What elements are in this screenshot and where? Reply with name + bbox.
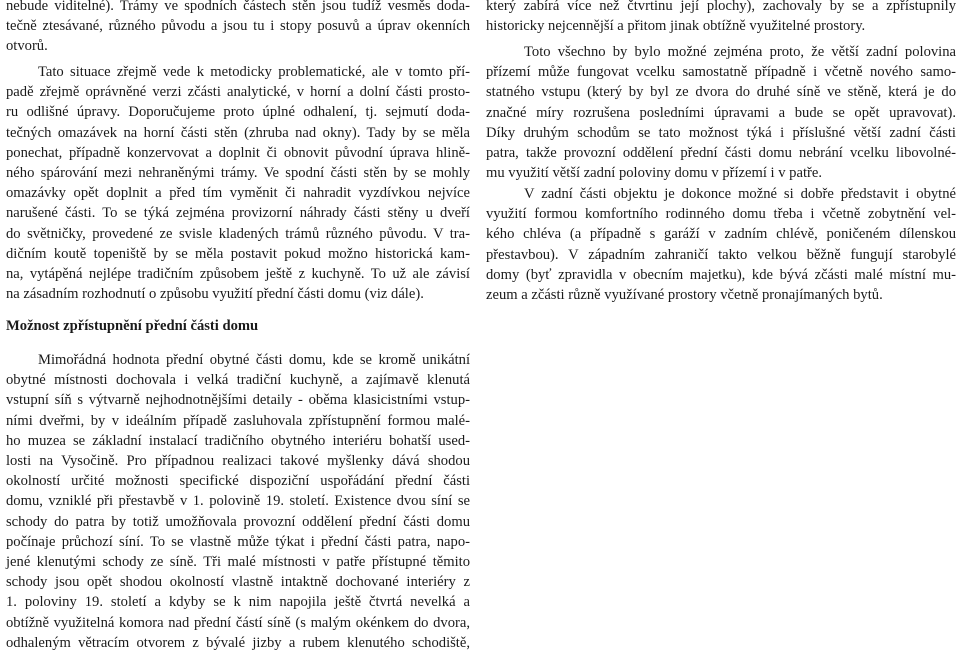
text-line: který zabírá více než čtvrtinu její plochy), zachovaly by se a zpřístupnily [486,0,956,14]
text-line: domu, vzniklé při přestavbě v 1. polovině 19. století. Existence dvou síní se [6,493,470,510]
text-line: domy (byť zpravidla v obecním majetku), kde bývá zčásti malé místní mu- [486,266,956,283]
text-line: tečně ztesávané, různého původu a jsou tu i stopy posuvů a úprav okenních [6,18,470,35]
text-line: odhaleným větracím otvorem z bývalé jizby a rubem klenutého schodiště, [6,634,470,651]
text-line: do světničky, provedené ze svisle kladených trámů různého původu. V tra- [6,225,470,242]
text-line: historicky nejcennější a přitom jinak obtížně využitelné prostory. [486,18,866,35]
text-line: schody jsou opět shodou okolností vlastně intaktně dochované interiéry z [6,574,470,591]
text-line: ho muzea se základní instalací tradičního obytného interiéru bohatší used- [6,432,470,449]
left-paragraph-1 [6,0,470,57]
text-line: ru odlišné úpravy. Doporučujeme proto úplné odhalení, tj. sejmutí doda- [6,104,470,121]
text-line: otvorů. [6,38,48,55]
text-line: na zásadním rozhodnutí o způsobu využití přední části domu (viz dále). [6,286,424,303]
left-paragraph-2 [6,62,470,304]
text-line: mu využití větší zadní poloviny domu v přízemí i v patře. [486,165,822,182]
text-line: obytné místnosti dochovala i velká tradiční kuchyně, a zajímavě klenutá [6,372,470,389]
text-line: patra, takže provozní oddělení přední části domu nebrání vcelku libovolné- [486,145,956,162]
text-line: omazávky opět doplnit a před tím vyměnit či nahradit vyzdívkou nejvíce [6,185,470,202]
text-line: zeum a zčásti různě využívané prostory včetně pronajímaných bytů. [486,287,883,304]
text-line: využití formou komfortního rodinného domu třeba i včetně zobytnění vel- [486,206,956,223]
text-line: značné míry rozrušena posledními úpravami a bude se opět upravovat). [486,104,956,121]
right-paragraph-3 [486,184,956,305]
text-line: V zadní části objektu je dokonce možné si dobře představit i obytné [524,186,956,202]
text-line: narušené části. To se týká zejména provizorní náhrady části stěny u dveří [6,205,470,222]
text-line: počínaje průchozí síní. To se vlastně může týkat i přední části patra, napo- [6,533,470,550]
text-line: Díky druhým schodům se tato možnost týká i příslušné větší zadní části [486,124,956,141]
text-line: ného spárování mezi nehraněnými trámy. Ve spodní části stěn by se mohly [6,165,470,182]
text-line: vstupní síň s výtvarně nejhodnotnějšími detaily - oběma klasicistními vstup- [6,392,470,409]
text-line: jené klenutými schody ze síně. Tři malé místnosti v patře přístupné těmito [6,554,470,571]
right-paragraph-2 [486,42,956,183]
text-line: na, vytápěná nejlépe tradičním způsobem ještě z kuchyně. To už ale závisí [6,266,470,283]
text-line: schody do patra by totiž umožňovala provozní oddělení přední části domu [6,513,470,530]
text-line: Toto všechno by bylo možné zejména proto, že větší zadní polovina [524,44,956,60]
text-line: 1. poloviny 19. století a kdyby se k nim napojila ještě čtvrtá nevelká a [6,594,470,611]
text-line: padě zřejmě oprávněné verzi zčásti analytické, v horní a dolní části prosto- [6,84,470,101]
text-line: okolností určité možnosti specifické dispoziční uspořádání přední části [6,473,470,490]
text-line: dičním koutě topeniště by se měla postavit pokud možno historická kam- [6,245,470,262]
text-line: obtížně využitelná komora nad přední částí síně (s malým okénkem do dvora, [6,614,470,631]
text-line: Tato situace zřejmě vede k metodicky problematické, ale v tomto pří- [38,64,470,80]
text-line: nebude viditelné). Trámy ve spodních částech stěn jsou tudíž vesměs doda- [6,0,470,14]
text-line: ními dveřmi, by v ideálním případě zasluhovala zpřístupnění formou malé- [6,412,470,429]
section-heading: Možnost zpřístupnění přední části domu [6,318,259,334]
text-line: tečných omazávek na horní části stěn (zhruba nad okny). Tady by se měla [6,124,470,141]
text-line: statného vstupu (který by byl ze dvora do druhé síně ve stěně, která je do [486,84,956,101]
text-line: Mimořádná hodnota přední obytné části domu, kde se kromě unikátní [38,352,470,368]
right-paragraph-1 [486,0,956,36]
text-line: přestavbou). V západním zahraničí takto velkou běžně fungují starobylé [486,246,956,263]
left-paragraph-3 [6,350,470,653]
text-line: losti na Vysočině. Pro případnou realizaci takové myšlenky dává shodou [6,453,470,470]
text-line: ponechat, případně konzervovat a doplnit či obnovit původní úprava hlině- [6,144,470,161]
text-line: kého chléva (a případně s garáží v zadním chlévě, poničeném dílenskou [486,226,956,243]
text-line: přízemí může fungovat vcelku samostatně případně i včetně nového samo- [486,64,956,81]
